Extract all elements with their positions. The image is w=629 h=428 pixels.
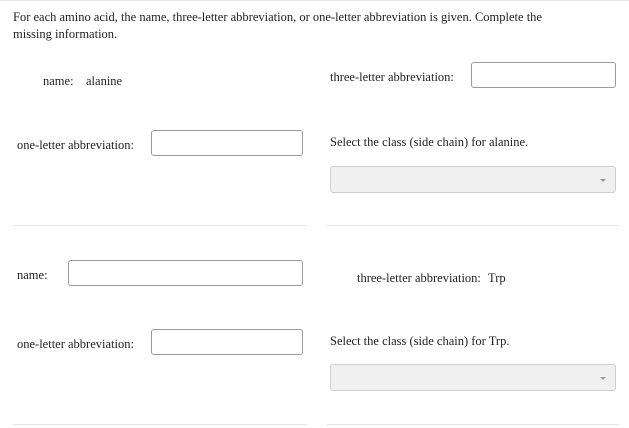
three-letter-label: three-letter abbreviation: (357, 271, 481, 285)
name-value: alanine (86, 74, 123, 88)
instructions-text: For each amino acid, the name, three-letter abbreviation, or one-letter abbreviation is given. Complete the missing information. (13, 10, 542, 41)
chevron-down-icon (600, 377, 606, 380)
name-label: name: (43, 74, 74, 88)
one-letter-input[interactable] (151, 130, 303, 156)
name-label: name: (17, 268, 48, 282)
side-chain-class-select[interactable] (330, 166, 616, 193)
three-letter-label: three-letter abbreviation: (330, 70, 454, 84)
section-divider (13, 424, 307, 425)
side-chain-class-select[interactable] (330, 364, 616, 391)
one-letter-input[interactable] (151, 329, 303, 355)
name-input[interactable] (68, 260, 303, 286)
top-divider (0, 0, 629, 1)
chevron-down-icon (600, 179, 606, 182)
section-divider (13, 225, 307, 226)
one-letter-label: one-letter abbreviation: (17, 337, 134, 351)
one-letter-label: one-letter abbreviation: (17, 138, 134, 152)
section-divider (327, 225, 619, 226)
class-prompt: Select the class (side chain) for alanine. (330, 135, 529, 149)
section-divider (327, 424, 619, 425)
three-letter-value: Trp (488, 271, 506, 285)
class-prompt: Select the class (side chain) for Trp. (330, 334, 510, 348)
three-letter-input[interactable] (471, 62, 616, 88)
